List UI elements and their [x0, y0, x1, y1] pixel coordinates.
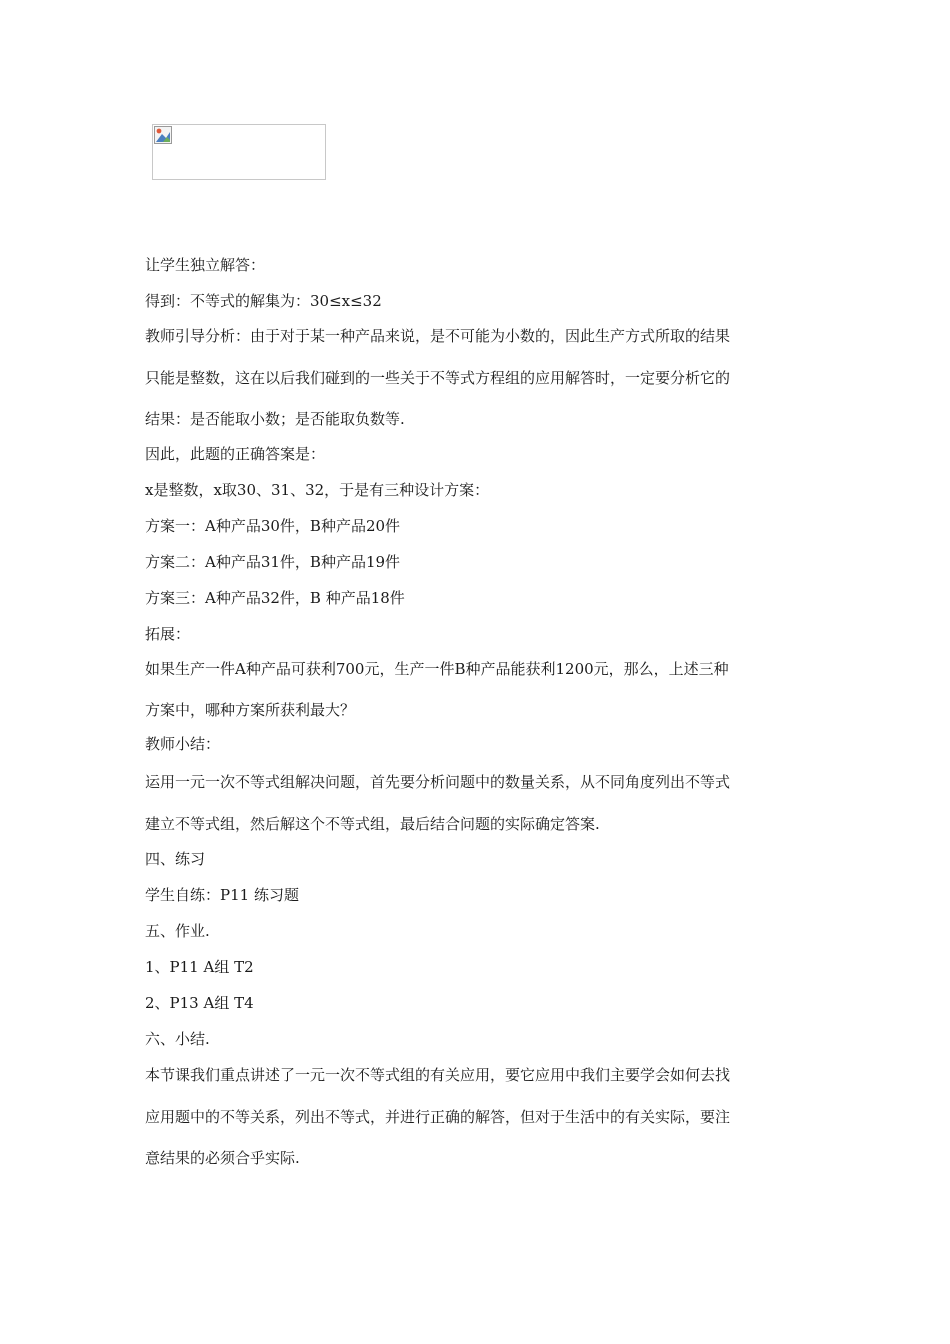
- text-line: 教师小结：: [145, 735, 221, 753]
- text-line: 学生自练：P11 练习题: [145, 886, 299, 904]
- text-line: 方案一：A种产品30件，B种产品20件: [145, 517, 401, 535]
- text-line: 1、P11 A组 T2: [145, 958, 254, 976]
- text-line: 让学生独立解答：: [145, 256, 266, 274]
- text-line: 建立不等式组，然后解这个不等式组，最后结合问题的实际确定答案.: [145, 815, 600, 833]
- text-line: 2、P13 A组 T4: [145, 994, 254, 1012]
- text-line: 方案三：A种产品32件，B 种产品18件: [145, 589, 405, 607]
- text-line: 得到：不等式的解集为：30≤x≤32: [145, 292, 382, 310]
- text-line: 结果：是否能取小数；是否能取负数等.: [145, 410, 405, 428]
- text-line: 因此，此题的正确答案是：: [145, 445, 326, 463]
- text-line: 方案二：A种产品31件，B种产品19件: [145, 553, 401, 571]
- text-line: 只能是整数，这在以后我们碰到的一些关于不等式方程组的应用解答时，一定要分析它的: [145, 369, 731, 387]
- text-line: 六、小结.: [145, 1030, 210, 1048]
- text-line: 如果生产一件A种产品可获利700元，生产一件B种产品能获利1200元，那么，上述三种: [145, 660, 729, 678]
- text-line: 教师引导分析：由于对于某一种产品来说，是不可能为小数的，因此生产方式所取的结果: [145, 327, 731, 345]
- text-line: 四、练习: [145, 850, 206, 868]
- image-placeholder: [152, 124, 326, 180]
- text-line: 本节课我们重点讲述了一元一次不等式组的有关应用，要它应用中我们主要学会如何去找: [145, 1066, 731, 1084]
- text-line: 意结果的必须合乎实际.: [145, 1149, 300, 1167]
- text-line: 拓展：: [145, 625, 191, 643]
- text-line: x是整数，x取30、31、32，于是有三种设计方案：: [145, 481, 490, 499]
- text-line: 运用一元一次不等式组解决问题，首先要分析问题中的数量关系，从不同角度列出不等式: [145, 773, 731, 791]
- broken-image-icon: [154, 126, 172, 144]
- text-line: 五、作业.: [145, 922, 210, 940]
- text-line: 应用题中的不等关系，列出不等式，并进行正确的解答，但对于生活中的有关实际，要注: [145, 1108, 731, 1126]
- text-line: 方案中，哪种方案所获利最大？: [145, 701, 356, 719]
